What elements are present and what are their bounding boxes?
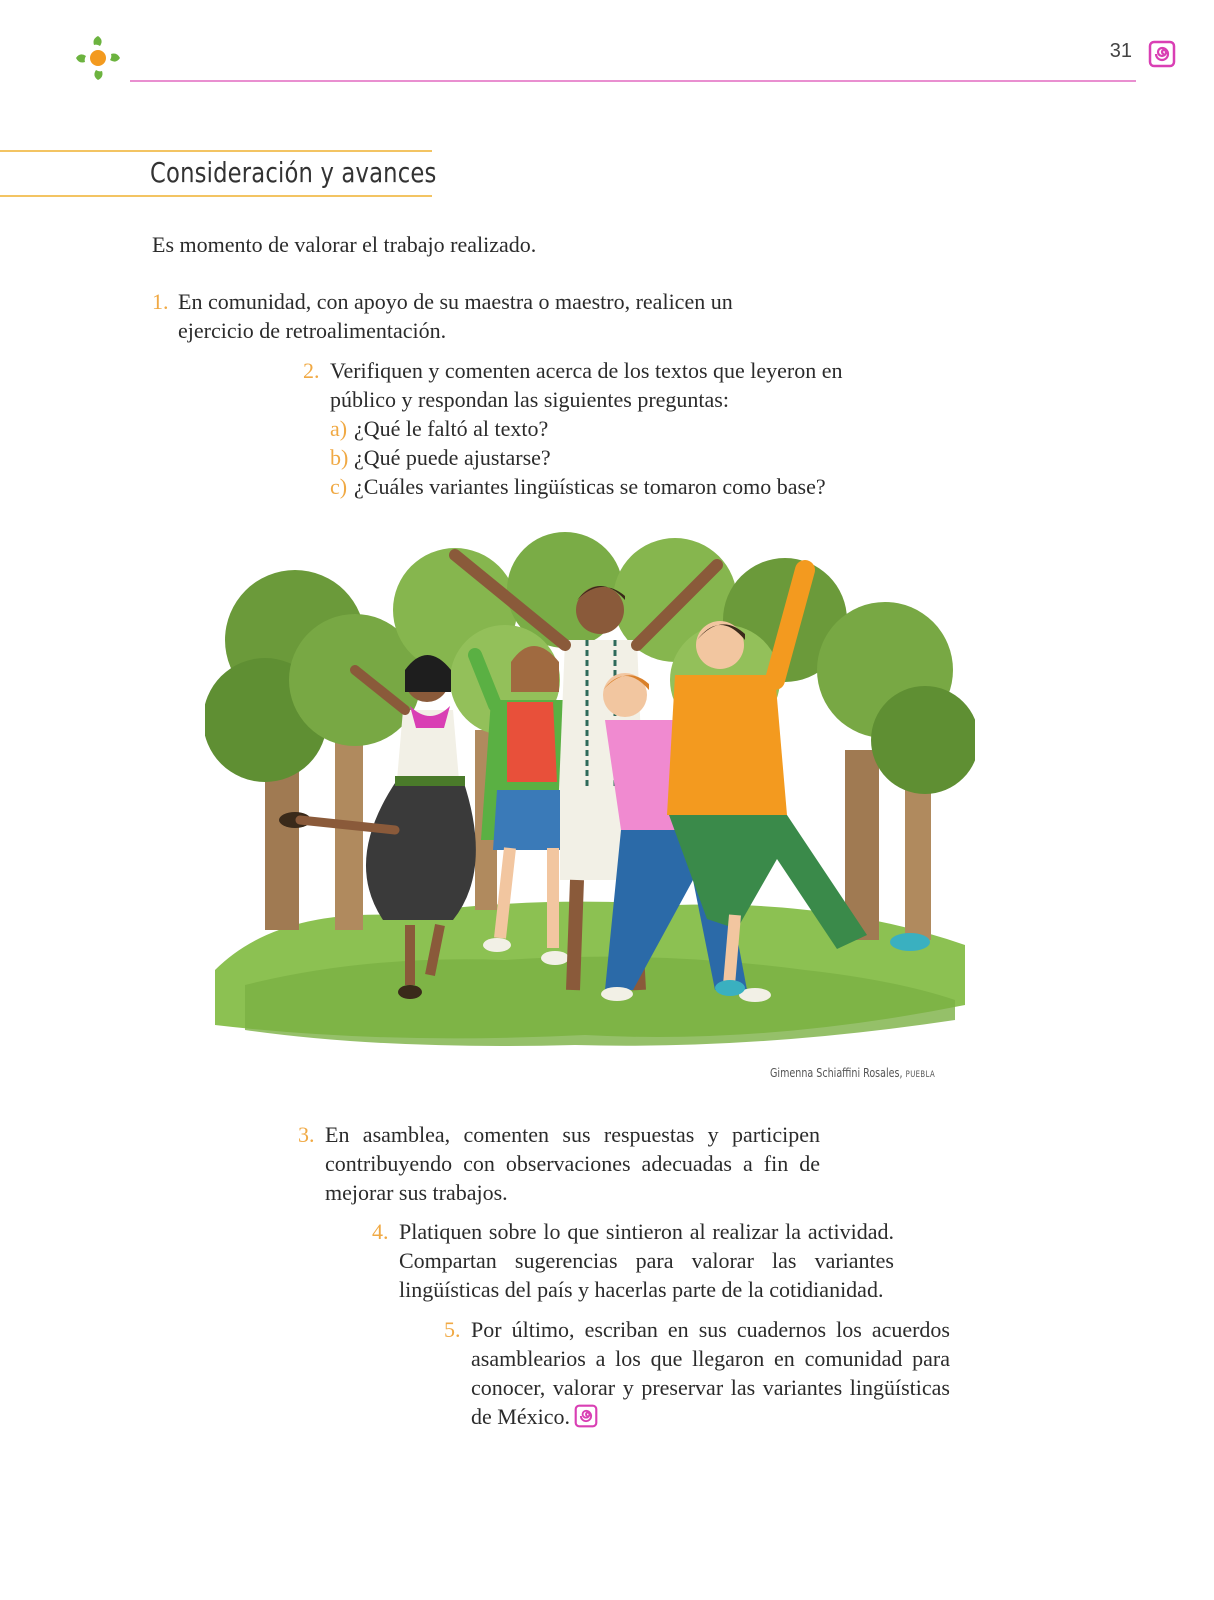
illustration-friends-in-forest — [205, 530, 975, 1050]
list-item-4 — [372, 1217, 894, 1304]
subitem-c — [330, 472, 913, 501]
subitem-letter: b) — [330, 445, 349, 470]
subitem-b — [330, 443, 913, 472]
subitem-text: ¿Cuáles variantes lingüísticas se tomaron como base? — [354, 474, 826, 499]
list-item-1 — [152, 287, 772, 345]
title-rule-top — [0, 150, 432, 152]
series-logo-icon — [70, 30, 126, 86]
item-text: Por último, escriban en sus cuadernos los acuerdos asamblearios a los que llegaron en comunidad para conocer, valorar y preservar las variantes lingüísticas de México. — [471, 1317, 950, 1429]
list-item-5 — [444, 1315, 950, 1431]
subitem-a — [330, 414, 913, 443]
item-number: 3. — [298, 1122, 315, 1147]
item-text-wrapper — [444, 1315, 950, 1431]
item-text: En asamblea, comenten sus respuestas y participen contribuyendo con observaciones adecuadas a fin de mejorar sus trabajos. — [325, 1122, 820, 1205]
item-number: 2. — [303, 358, 320, 383]
subitem-text: ¿Qué puede ajustarse? — [354, 445, 551, 470]
spiral-glyph-icon — [574, 1404, 598, 1428]
page-number: 31 — [1109, 40, 1132, 62]
spiral-glyph-icon — [1148, 40, 1176, 68]
illustration-credit — [770, 1065, 935, 1080]
list-item-2 — [303, 356, 913, 501]
section-title: Consideración y avances — [150, 156, 437, 189]
intro-text: Es momento de valorar el trabajo realizado. — [152, 232, 537, 257]
credit-name: Gimenna Schiaffini Rosales, — [770, 1065, 903, 1080]
item-number: 5. — [444, 1317, 461, 1342]
title-rule-bottom — [0, 195, 432, 197]
item-number: 1. — [152, 289, 169, 314]
credit-place: PUEBLA — [905, 1070, 936, 1080]
list-item-3 — [298, 1120, 820, 1207]
subitem-letter: a) — [330, 416, 348, 441]
item-text: Verifiquen y comenten acerca de los textos que leyeron en público y respondan las siguientes preguntas: — [330, 358, 843, 412]
item-text: Platiquen sobre lo que sintieron al realizar la actividad. Compartan sugerencias para valorar las variantes lingüísticas del país y hacerlas parte de la cotidianidad. — [399, 1219, 894, 1302]
item-number: 4. — [372, 1219, 389, 1244]
subitem-text: ¿Qué le faltó al texto? — [354, 416, 549, 441]
subitem-letter: c) — [330, 474, 348, 499]
item-text: En comunidad, con apoyo de su maestra o maestro, realicen un ejercicio de retroalimentación. — [178, 289, 733, 343]
header-rule — [130, 80, 1136, 82]
